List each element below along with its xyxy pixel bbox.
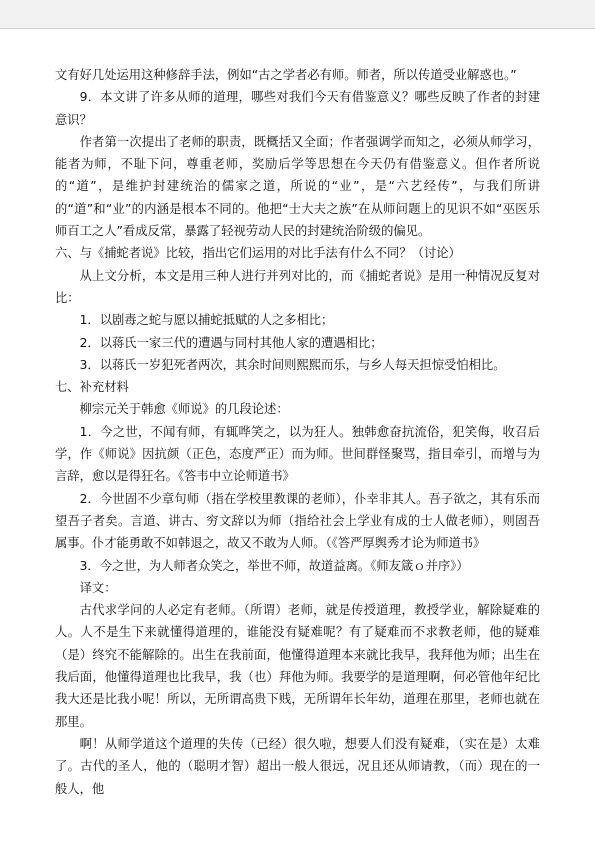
paragraph-continuation: 文有好几处运用这种修辞手法，例如“古之学者必有师。师者，所以传道受业解惑也。” [55,68,517,82]
document-page [55,64,540,800]
translation-paragraph-2: 啊！从师学道这个道理的失传（已经）很久啦，想要人们没有疑难，（实在是）太难了。古代的圣人，他的（聪明才智）超出一般人很远，况且还从师请教，（而）现在的一般人，他 [55,736,540,796]
list-item-2: 2．以蒋氏一家三代的遭遇与同村其他人家的遭遇相比； [79,335,383,350]
section-6-intro: 从上文分析，本文是用三种人进行并列对比的，而《捕蛇者说》是用一种情况反复对比： [55,268,540,305]
page-top-band [0,0,595,29]
list-item-3: 3．以蒋氏一岁犯死者两次，其余时间则熙熙而乐，与乡人每天担惊受怕相比。 [79,357,506,372]
quote-2: 2．今世固不少章句师（指在学校里教课的老师），仆幸非其人。吾子欲之，其有乐而望吾子者矣。言道、讲古、穷文辞以为师（指给社会上学业有成的士人做老师），则固吾属事。仆才能勇敢不如韩退之，故又不敢为人师。（《答严厚舆秀才论为师道书》 [55,491,540,551]
question-9: 9．本文讲了许多从师的道理，哪些对我们今天有借鉴意义？哪些反映了作者的封建意识？ [55,90,540,127]
answer-9: 作者第一次提出了老师的职责，既概括又全面；作者强调学而知之，必须从师学习，能者为师，不耻下问，尊重老师，奖励后学等思想在今天仍有借鉴意义。但作者所说的“道”，是维护封建统治的儒家之道，所说的“业”，是“六艺经传”，与我们所讲的“道”和“业”的内涵是根本不同的。他把“士大夫之族”在从师问题上的见识不如“巫医乐师百工之人”看成反常，暴露了轻视劳动人民的封建统治阶级的偏见。 [55,134,540,239]
list-item-1: 1．以剧毒之蛇与愿以捕蛇抵赋的人之多相比； [79,313,334,328]
translation-label: 译文： [79,580,117,595]
quote-3: 3．今之世，为人师者众笑之，举世不师，故道益离。《师友箴ｏ并序》） [79,558,469,573]
section-heading-7: 七、补充材料 [55,380,129,395]
quote-1: 1．今之世，不闻有师，有辄哗笑之，以为狂人。独韩愈奋抗流俗，犯笑侮，收召后学，作《师说》因抗颜（正色，态度严正）而为师。世间群怪聚骂，指目牵引，而增与为言辞，愈以是得狂名。《答韦中立论师道书》 [55,424,540,484]
translation-paragraph-1: 古代求学问的人必定有老师。（所谓）老师，就是传授道理，教授学业，解除疑难的人。人不是生下来就懂得道理的，谁能没有疑难呢？有了疑难而不求教老师，他的疑难（是）终究不能解除的。出生在我前面，他懂得道理本来就比我早，我拜他为师；出生在我后面，他懂得道理也比我早，我（也）拜他为师。我要学的是道理啊，何必管他年纪比我大还是比我小呢！所以，无所谓高贵下贱，无所谓年长年幼，道理在那里，老师也就在那里。 [55,603,540,729]
section-7-intro: 柳宗元关于韩愈《师说》的几段论述： [79,402,289,417]
section-heading-6: 六、与《捕蛇者说》比较，指出它们运用的对比手法有什么不同？（讨论） [55,246,461,261]
